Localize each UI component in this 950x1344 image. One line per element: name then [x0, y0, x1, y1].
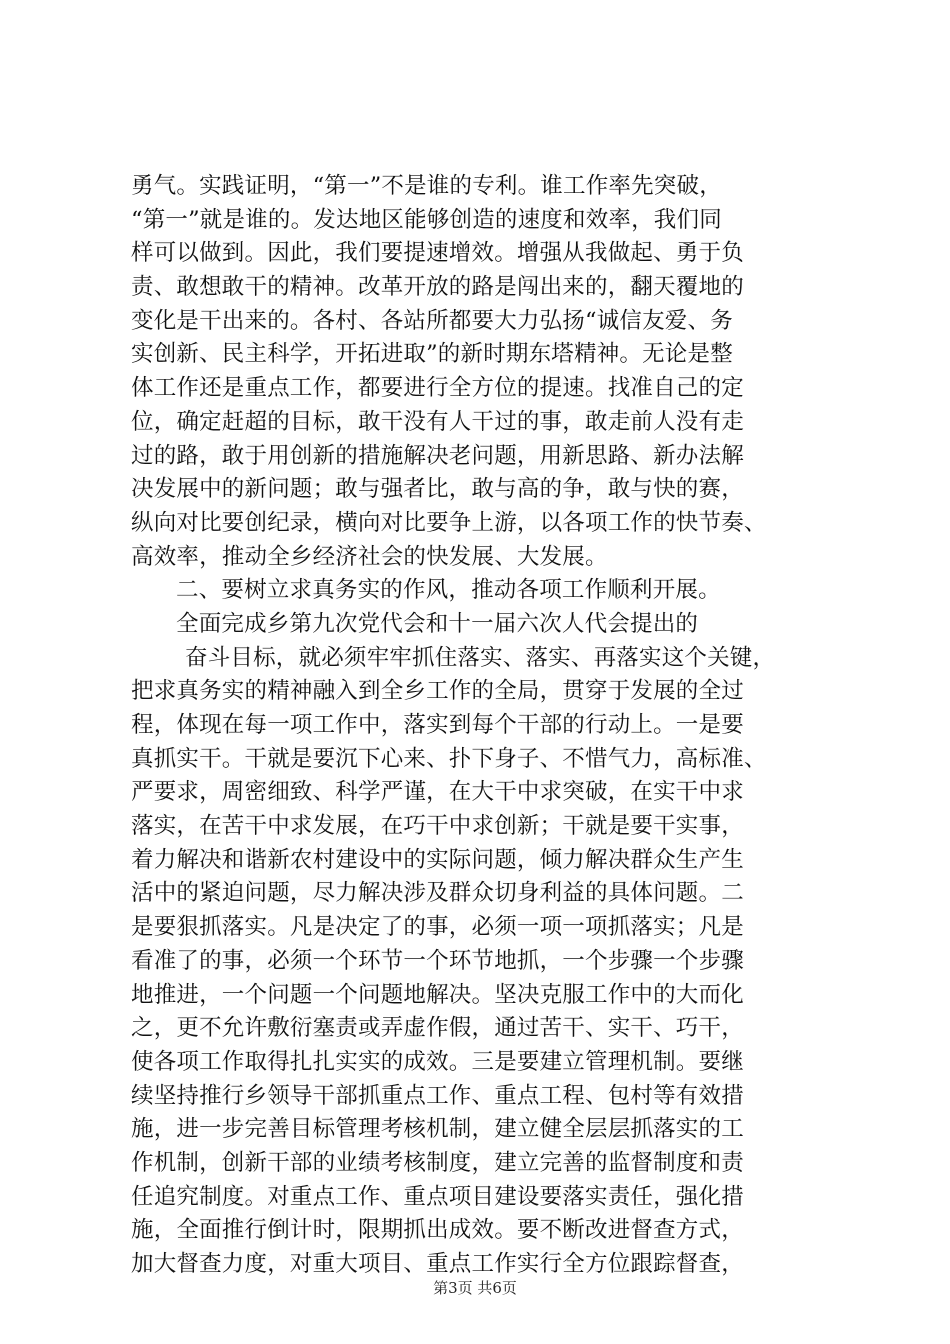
- text-line: 全面完成乡第九次党代会和十一届六次人代会提出的: [176, 610, 699, 637]
- text-line: 续坚持推行乡领导干部抓重点工作、重点工程、包村等有效措: [131, 1082, 744, 1109]
- text-line: 使各项工作取得扎扎实实的成效。三是要建立管理机制。要继: [131, 1048, 744, 1075]
- text-line: 加大督查力度，对重大项目、重点工作实行全方位跟踪督查，: [131, 1251, 744, 1277]
- text-line: 之，更不允许敷衍塞责或弄虚作假，通过苦干、实干、巧干，: [131, 1015, 744, 1042]
- section-heading: 二、要树立求真务实的作风，推动各项工作顺利开展。: [176, 577, 721, 604]
- text-line: 纵向对比要创纪录，横向对比要争上游，以各项工作的快节奏、: [131, 509, 767, 536]
- text-line: 活中的紧迫问题，尽力解决涉及群众切身利益的具体问题。二: [131, 880, 744, 907]
- text-line: 变化是干出来的。各村、各站所都要大力弘扬“诚信友爱、务: [131, 307, 733, 334]
- text-line: 位，确定赶超的目标，敢干没有人干过的事，敢走前人没有走: [131, 408, 744, 435]
- text-line: 地推进，一个问题一个问题地解决。坚决克服工作中的大而化: [131, 981, 744, 1008]
- text-line: 看准了的事，必须一个环节一个环节地抓，一个步骤一个步骤: [131, 947, 744, 974]
- text-line: 程，体现在每一项工作中，落实到每个干部的行动上。一是要: [131, 712, 744, 738]
- text-line: 施，进一步完善目标管理考核机制，建立健全层层抓落实的工: [131, 1116, 744, 1143]
- text-line: 决发展中的新问题；敢与强者比，敢与高的争，敢与快的赛，: [131, 476, 744, 503]
- text-line: 任追究制度。对重点工作、重点项目建设要落实责任，强化措: [131, 1183, 744, 1210]
- text-line: 严要求，周密细致、科学严谨，在大干中求突破，在实干中求: [131, 779, 744, 806]
- document-body: [131, 170, 831, 1282]
- text-line: 落实，在苦干中求发展，在巧干中求创新；干就是要干实事，: [131, 813, 744, 840]
- text-line: “第一”就是谁的。发达地区能够创造的速度和效率，我们同: [131, 206, 722, 233]
- text-line: 责、敢想敢干的精神。改革开放的路是闯出来的，翻天覆地的: [131, 274, 744, 301]
- text-line: 实创新、民主科学，开拓进取”的新时期东塔精神。无论是整: [131, 341, 733, 368]
- text-line: 真抓实干。干就是要沉下心来、扑下身子、不惜气力，高标准、: [131, 745, 767, 772]
- text-line: 样可以做到。因此，我们要提速增效。增强从我做起、勇于负: [131, 240, 744, 267]
- text-line: 着力解决和谐新农村建设中的实际问题，倾力解决群众生产生: [131, 846, 744, 873]
- text-line: 高效率，推动全乡经济社会的快发展、大发展。: [131, 543, 608, 570]
- text-line: 过的路，敢于用创新的措施解决老问题，用新思路、新办法解: [131, 442, 744, 469]
- text-line: 勇气。实践证明，“第一”不是谁的专利。谁工作率先突破，: [131, 173, 722, 199]
- text-line: 奋斗目标，就必须牢牢抓住落实、落实、再落实这个关键，: [185, 644, 776, 671]
- text-line: 把求真务实的精神融入到全乡工作的全局，贯穿于发展的全过: [131, 678, 744, 705]
- page-number-footer: 第3页 共6页: [433, 1279, 517, 1297]
- text-line: 体工作还是重点工作，都要进行全方位的提速。找准自己的定: [131, 375, 744, 402]
- text-line: 施，全面推行倒计时，限期抓出成效。要不断改进督查方式，: [131, 1217, 744, 1244]
- text-line: 作机制，创新干部的业绩考核制度，建立完善的监督制度和责: [131, 1149, 744, 1176]
- text-line: 是要狠抓落实。凡是决定了的事，必须一项一项抓落实；凡是: [131, 914, 744, 941]
